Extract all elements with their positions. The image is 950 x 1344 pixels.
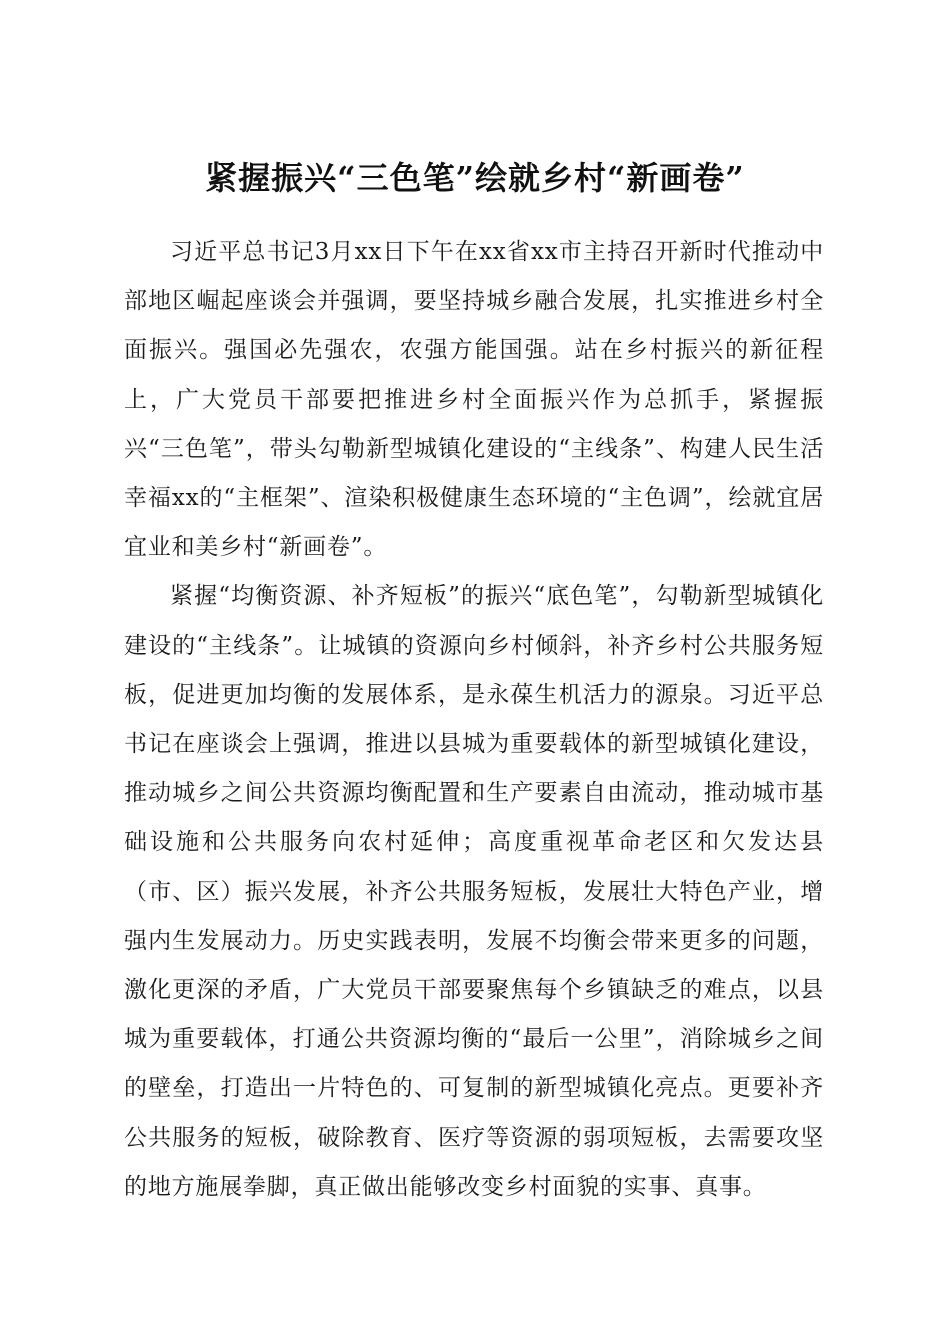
paragraph-1: 习近平总书记3月xx日下午在xx省xx市主持召开新时代推动中部地区崛起座谈会并强调，要坚持城乡融合发展，扎实推进乡村全面振兴。强国必先强农，农强方能国强。站在乡村振兴的新征程上，广大党员干部要把推进乡村全面振兴作为总抓手，紧握振兴“三色笔”，带头勾勒新型城镇化建设的“主线条”、构建人民生活幸福xx的“主框架”、渲染积极健康生态环境的“主色调”，绘就宜居宜业和美乡村“新画卷”。: [124, 239, 824, 561]
document-title: 紧握振兴“三色笔”绘就乡村“新画卷”: [205, 159, 745, 198]
paragraph-2: 紧握“均衡资源、补齐短板”的振兴“底色笔”，勾勒新型城镇化建设的“主线条”。让城镇的资源向乡村倾斜，补齐乡村公共服务短板，促进更加均衡的发展体系，是永葆生机活力的源泉。习近平总书记在座谈会上强调，推进以县城为重要载体的新型城镇化建设，推动城乡之间公共资源均衡配置和生产要素自由流动，推动城市基础设施和公共服务向农村延伸；高度重视革命老区和欠发达县（市、区）振兴发展，补齐公共服务短板，发展壮大特色产业，增强内生发展动力。历史实践表明，发展不均衡会带来更多的问题，激化更深的矛盾，广大党员干部要聚焦每个乡镇缺乏的难点，以县城为重要载体，打通公共资源均衡的“最后一公里”，消除城乡之间的壁垒，打造出一片特色的、可复制的新型城镇化亮点。更要补齐公共服务的短板，破除教育、医疗等资源的弱项短板，去需要攻坚的地方施展拳脚，真正做出能够改变乡村面貌的实事、真事。: [124, 583, 824, 1200]
document-body: [124, 228, 824, 1212]
